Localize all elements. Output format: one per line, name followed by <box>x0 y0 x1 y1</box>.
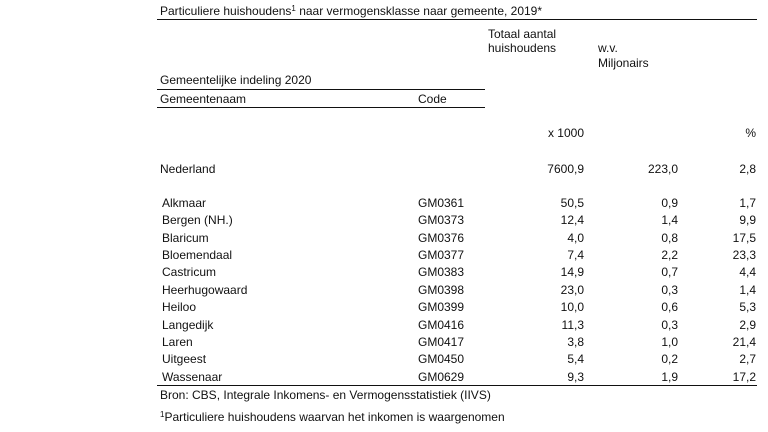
table-row <box>0 213 768 227</box>
millionaires-pct: 1,7 <box>739 196 756 210</box>
title-underline <box>157 19 757 20</box>
national-millionaires: 223,0 <box>647 162 678 176</box>
unit-total: x 1000 <box>547 126 584 140</box>
table-row <box>0 335 768 349</box>
municipality-code: GM0398 <box>418 283 465 297</box>
table-row <box>0 248 768 262</box>
municipality-name: Bloemendaal <box>162 248 233 262</box>
millionaires-pct: 23,3 <box>732 248 756 262</box>
households-total: 7,4 <box>567 248 584 262</box>
header-code: Code <box>418 92 447 106</box>
national-row <box>0 162 768 176</box>
municipality-name: Laren <box>162 335 193 349</box>
table-row <box>0 300 768 314</box>
title-text: Particuliere huishoudens <box>160 4 292 18</box>
table-row <box>0 196 768 210</box>
households-total: 4,0 <box>567 231 584 245</box>
header-underline <box>157 107 485 108</box>
header-mil-line2: Miljonairs <box>598 56 649 70</box>
households-total: 3,8 <box>567 335 584 349</box>
header-grouping: Gemeentelijke indeling 2020 <box>160 73 312 87</box>
footnote-text: Particuliere huishoudens waarvan het inkomen is waargenomen <box>164 410 505 424</box>
unit-pct: % <box>745 126 756 140</box>
table-row <box>0 318 768 332</box>
footnote <box>160 410 505 424</box>
millionaires: 0,9 <box>661 196 678 210</box>
national-name: Nederland <box>160 162 216 176</box>
municipality-name: Castricum <box>162 265 217 279</box>
millionaires-pct: 2,7 <box>739 352 756 366</box>
municipality-name: Heerhugowaard <box>162 283 248 297</box>
table-row <box>0 370 768 384</box>
municipality-name: Alkmaar <box>162 196 207 210</box>
households-total: 11,3 <box>561 318 584 332</box>
households-total: 9,3 <box>567 370 584 384</box>
households-total: 14,9 <box>560 265 584 279</box>
table-row <box>0 283 768 297</box>
table-row <box>0 231 768 245</box>
municipality-code: GM0399 <box>418 300 465 314</box>
municipality-name: Blaricum <box>162 231 209 245</box>
header-total-line2: huishoudens <box>488 41 557 55</box>
millionaires-pct: 21,4 <box>732 335 756 349</box>
national-total: 7600,9 <box>547 162 584 176</box>
millionaires-pct: 9,9 <box>739 213 756 227</box>
millionaires: 0,7 <box>661 265 678 279</box>
millionaires: 0,3 <box>661 318 678 332</box>
millionaires: 0,3 <box>661 283 678 297</box>
title-footnote-mark: 1 <box>291 4 296 13</box>
national-pct: 2,8 <box>739 162 756 176</box>
municipality-name: Uitgeest <box>162 352 207 366</box>
millionaires-pct: 2,9 <box>739 318 756 332</box>
households-total: 5,4 <box>567 352 584 366</box>
households-total: 12,4 <box>560 213 584 227</box>
municipality-code: GM0450 <box>418 352 465 366</box>
millionaires: 1,0 <box>661 335 678 349</box>
header-name: Gemeentenaam <box>160 92 247 106</box>
table-row <box>0 352 768 366</box>
millionaires: 2,2 <box>661 248 678 262</box>
municipality-code: GM0376 <box>418 231 465 245</box>
municipality-name: Wassenaar <box>162 370 223 384</box>
millionaires: 1,9 <box>661 370 678 384</box>
municipality-name: Heiloo <box>162 300 197 314</box>
municipality-code: GM0383 <box>418 265 465 279</box>
municipality-code: GM0361 <box>418 196 465 210</box>
municipality-code: GM0417 <box>418 335 465 349</box>
source-note: Bron: CBS, Integrale Inkomens- en Vermogensstatistiek (IIVS) <box>160 388 491 402</box>
millionaires-pct: 1,4 <box>739 283 756 297</box>
table-bottom-rule <box>157 385 757 386</box>
title-text-rest: naar vermogensklasse naar gemeente, 2019* <box>295 4 543 18</box>
households-total: 23,0 <box>560 283 584 297</box>
footnote-mark: 1 <box>160 410 165 419</box>
header-total-line1: Totaal aantal <box>488 27 557 41</box>
municipality-code: GM0373 <box>418 213 465 227</box>
millionaires-pct: 17,2 <box>732 370 756 384</box>
header-mil-line1: w.v. <box>598 41 618 55</box>
households-total: 50,5 <box>560 196 584 210</box>
millionaires: 0,8 <box>661 231 678 245</box>
millionaires: 0,6 <box>661 300 678 314</box>
municipality-code: GM0629 <box>418 370 465 384</box>
millionaires-pct: 17,5 <box>732 231 756 245</box>
millionaires-pct: 5,3 <box>739 300 756 314</box>
municipality-name: Langedijk <box>162 318 214 332</box>
municipality-code: GM0416 <box>418 318 465 332</box>
table-row <box>0 265 768 279</box>
table-title <box>160 4 542 18</box>
grouping-underline <box>157 89 485 90</box>
millionaires: 0,2 <box>661 352 678 366</box>
millionaires-pct: 4,4 <box>739 265 756 279</box>
municipality-name: Bergen (NH.) <box>162 213 233 227</box>
households-total: 10,0 <box>560 300 584 314</box>
millionaires: 1,4 <box>661 213 678 227</box>
municipality-code: GM0377 <box>418 248 465 262</box>
